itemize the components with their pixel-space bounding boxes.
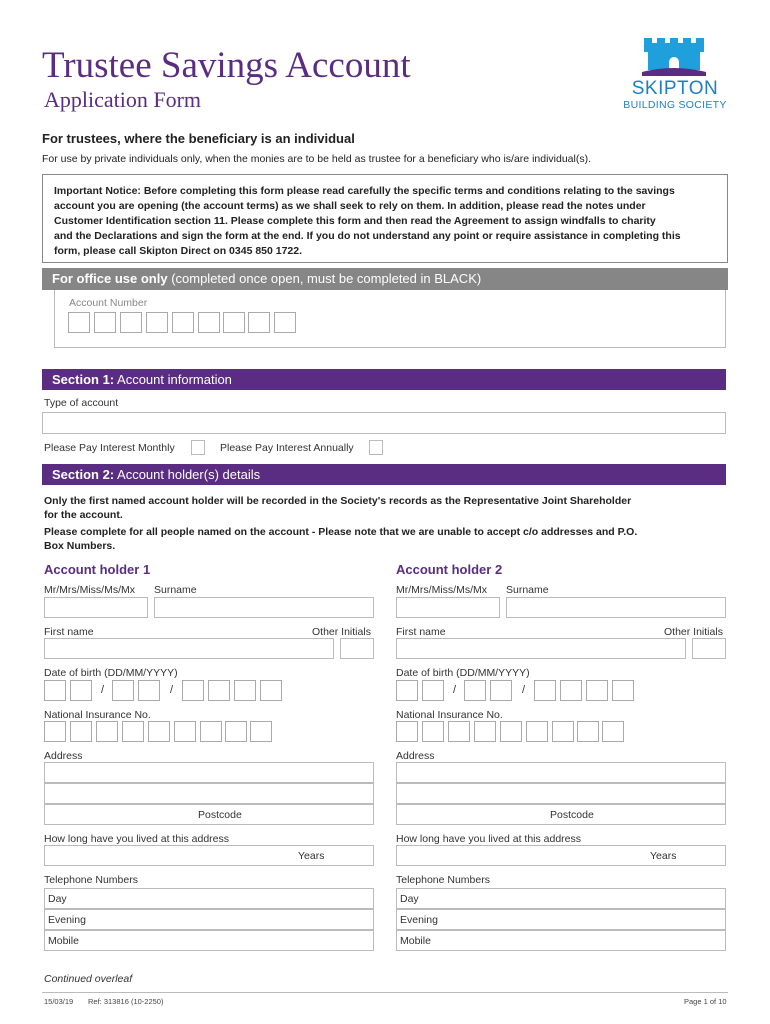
note-line: Box Numbers. (44, 540, 116, 552)
dob-cell[interactable] (234, 680, 256, 701)
note-line: for the account. (44, 509, 123, 521)
phone-mobile-label: Mobile (400, 935, 431, 947)
interest-annually-label: Please Pay Interest Annually (220, 442, 354, 454)
account-number-cell[interactable] (120, 312, 142, 333)
dob-cell[interactable] (464, 680, 486, 701)
address-line-1-input[interactable] (44, 762, 374, 783)
section-2-number: Section 2: (52, 467, 115, 482)
dob-cell[interactable] (534, 680, 556, 701)
account-number-cell[interactable] (198, 312, 220, 333)
dob-cell[interactable] (138, 680, 160, 701)
phone-evening-label: Evening (48, 914, 86, 926)
phone-mobile-label: Mobile (48, 935, 79, 947)
postcode-label: Postcode (198, 809, 242, 821)
ni-cell[interactable] (577, 721, 599, 742)
postcode-input[interactable] (44, 804, 374, 825)
dob-separator: / (453, 684, 457, 696)
section-2-note-2 (44, 525, 637, 553)
footer-date: 15/03/19 (44, 997, 74, 1006)
first-name-label: First name (396, 626, 446, 638)
notice-line: and the Declarations and sign the form at the end. If you do not understand any point or require assistance in completing this (54, 230, 681, 242)
notice-line: Customer Identification section 11. Please complete this form and then read the Agreement to assign windfalls to charity (54, 215, 656, 227)
dob-cell[interactable] (490, 680, 512, 701)
dob-separator: / (101, 684, 105, 696)
notice-line: form, please call Skipton Direct on 0345 850 1722. (54, 245, 303, 257)
ni-cell[interactable] (70, 721, 92, 742)
dob-cell[interactable] (396, 680, 418, 701)
telephone-label: Telephone Numbers (44, 874, 138, 886)
footer-ref: Ref: 313816 (10-2250) (88, 997, 164, 1006)
account-number-cell[interactable] (248, 312, 270, 333)
dob-label: Date of birth (DD/MM/YYYY) (44, 667, 178, 679)
title-label: Mr/Mrs/Miss/Ms/Mx (44, 584, 135, 596)
account-holder-2-title: Account holder 2 (396, 562, 503, 577)
account-number-cell[interactable] (172, 312, 194, 333)
dob-cell[interactable] (560, 680, 582, 701)
dob-cell[interactable] (612, 680, 634, 701)
section-1-bar (42, 369, 726, 390)
phone-evening-input[interactable] (44, 909, 374, 930)
section-2-title: Account holder(s) details (114, 467, 261, 482)
ni-cell[interactable] (148, 721, 170, 742)
title-input[interactable] (44, 597, 148, 618)
account-number-cell[interactable] (146, 312, 168, 333)
intro-text: For use by private individuals only, when the monies are to be held as trustee for a beneficiary who is/are individual(s). (42, 153, 592, 165)
address-label: Address (44, 750, 83, 762)
how-long-label: How long have you lived at this address (396, 833, 582, 845)
logo-text-skipton: SKIPTON (631, 78, 719, 99)
ni-label: National Insurance No. (44, 709, 151, 721)
office-use-bold: For office use only (52, 271, 168, 286)
ni-cell[interactable] (526, 721, 548, 742)
section-1-title: Account information (114, 372, 232, 387)
first-name-label: First name (44, 626, 94, 638)
address-line-2-input[interactable] (44, 783, 374, 804)
footer-divider (42, 992, 728, 993)
title-label: Mr/Mrs/Miss/Ms/Mx (396, 584, 487, 596)
notice-line: account you are opening (the account terms) as we shall seek to rely on them. In addition, please read the notes under (54, 200, 646, 212)
dob-cell[interactable] (208, 680, 230, 701)
dob-separator: / (522, 684, 526, 696)
dob-cell[interactable] (70, 680, 92, 701)
ni-cell[interactable] (122, 721, 144, 742)
skipton-logo (620, 38, 730, 116)
phone-day-label: Day (400, 893, 419, 905)
type-of-account-input[interactable] (42, 412, 726, 434)
ni-cell[interactable] (552, 721, 574, 742)
account-number-cell[interactable] (274, 312, 296, 333)
office-use-rest: (completed once open, must be completed in BLACK) (167, 271, 482, 286)
phone-evening-label: Evening (400, 914, 438, 926)
other-initials-label: Other Initials (312, 626, 371, 638)
surname-input[interactable] (154, 597, 374, 618)
office-use-bar (42, 268, 728, 290)
type-of-account-label: Type of account (44, 397, 119, 409)
account-number-cell[interactable] (223, 312, 245, 333)
years-label: Years (298, 850, 325, 862)
ni-cell[interactable] (474, 721, 496, 742)
years-label: Years (650, 850, 677, 862)
first-name-input[interactable] (396, 638, 686, 659)
title-input[interactable] (396, 597, 500, 618)
ni-cell[interactable] (422, 721, 444, 742)
ni-cell[interactable] (174, 721, 196, 742)
postcode-input[interactable] (396, 804, 726, 825)
first-name-input[interactable] (44, 638, 334, 659)
ni-cell[interactable] (500, 721, 522, 742)
form-title: Trustee Savings Account (42, 45, 411, 86)
note-line: Please complete for all people named on the account - Please note that we are unable to accept c/o addresses and P.O. (44, 526, 638, 538)
telephone-label: Telephone Numbers (396, 874, 490, 886)
address-label: Address (396, 750, 435, 762)
phone-day-input[interactable] (396, 888, 726, 909)
dob-cell[interactable] (422, 680, 444, 701)
surname-label: Surname (154, 584, 197, 596)
other-initials-input[interactable] (340, 638, 374, 659)
phone-day-label: Day (48, 893, 67, 905)
important-notice (42, 174, 728, 263)
dob-cell[interactable] (182, 680, 204, 701)
phone-mobile-input[interactable] (396, 930, 726, 951)
castle-icon (642, 38, 706, 76)
ni-cell[interactable] (96, 721, 118, 742)
how-long-input[interactable] (44, 845, 374, 866)
ni-cell[interactable] (602, 721, 624, 742)
account-number-label: Account Number (69, 297, 148, 309)
interest-monthly-checkbox[interactable] (191, 440, 205, 455)
section-2-note-1 (44, 494, 631, 522)
account-number-cell[interactable] (94, 312, 116, 333)
dob-label: Date of birth (DD/MM/YYYY) (396, 667, 530, 679)
dob-cell[interactable] (112, 680, 134, 701)
footer-page-number: Page 1 of 10 (684, 997, 727, 1006)
dob-separator: / (170, 684, 174, 696)
form-subtitle: Application Form (44, 87, 202, 112)
how-long-label: How long have you lived at this address (44, 833, 230, 845)
interest-monthly-label: Please Pay Interest Monthly (44, 442, 175, 454)
dob-cell[interactable] (260, 680, 282, 701)
section-2-bar (42, 464, 726, 485)
phone-mobile-input[interactable] (44, 930, 374, 951)
ni-cell[interactable] (396, 721, 418, 742)
interest-annually-checkbox[interactable] (369, 440, 383, 455)
other-initials-input[interactable] (692, 638, 726, 659)
phone-evening-input[interactable] (396, 909, 726, 930)
section-1-number: Section 1: (52, 372, 115, 387)
dob-cell[interactable] (586, 680, 608, 701)
ni-cell[interactable] (44, 721, 66, 742)
ni-cell[interactable] (225, 721, 247, 742)
surname-input[interactable] (506, 597, 726, 618)
address-line-1-input[interactable] (396, 762, 726, 783)
postcode-label: Postcode (550, 809, 594, 821)
dob-cell[interactable] (44, 680, 66, 701)
address-line-2-input[interactable] (396, 783, 726, 804)
continued-overleaf: Continued overleaf (44, 973, 133, 985)
account-number-cell[interactable] (68, 312, 90, 333)
surname-label: Surname (506, 584, 549, 596)
ni-label: National Insurance No. (396, 709, 503, 721)
ni-cell[interactable] (448, 721, 470, 742)
other-initials-label: Other Initials (664, 626, 723, 638)
notice-line: Important Notice: Before completing this form please read carefully the specific terms and conditions relating to the savings (54, 185, 675, 197)
phone-day-input[interactable] (44, 888, 374, 909)
account-holder-1-title: Account holder 1 (44, 562, 151, 577)
ni-cell[interactable] (250, 721, 272, 742)
note-line: Only the first named account holder will be recorded in the Society's records as the Representative Joint Shareholder (44, 495, 632, 507)
how-long-input[interactable] (396, 845, 726, 866)
intro-heading: For trustees, where the beneficiary is an individual (42, 131, 355, 146)
ni-cell[interactable] (200, 721, 222, 742)
logo-text-building-society: BUILDING SOCIETY (623, 99, 727, 111)
